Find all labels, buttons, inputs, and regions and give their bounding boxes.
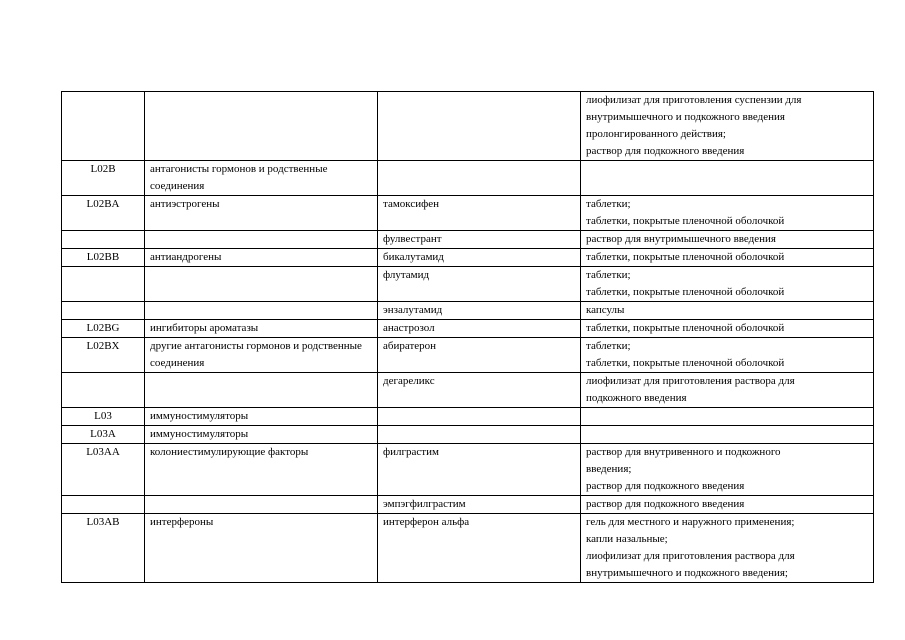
dosage-form-line: таблетки, покрытые пленочной оболочкой	[586, 322, 785, 334]
atc-code-cell	[62, 373, 145, 408]
atc-code-cell	[62, 267, 145, 302]
pharm-group-cell	[145, 496, 378, 514]
dosage-forms-cell	[581, 496, 874, 514]
dosage-form-line: внутримышечного и подкожного введения	[586, 111, 785, 123]
drug-name-cell: флутамид	[378, 267, 581, 302]
atc-code-cell	[62, 302, 145, 320]
dosage-form-line: гель для местного и наружного применения;	[586, 516, 795, 528]
dosage-forms-cell	[581, 444, 874, 496]
dosage-form-line: подкожного введения	[586, 392, 687, 404]
table-row	[62, 496, 874, 514]
dosage-forms-cell	[581, 426, 874, 444]
dosage-forms-cell	[581, 267, 874, 302]
dosage-form-line: лиофилизат для приготовления раствора для	[586, 550, 795, 562]
dosage-form-line: раствор для подкожного введения	[586, 498, 745, 510]
pharm-group-cell	[145, 267, 378, 302]
table-row	[62, 249, 874, 267]
pharm-group-cell: антиандрогены	[145, 249, 378, 267]
pharm-group-cell: иммуностимуляторы	[145, 426, 378, 444]
dosage-form-line: таблетки, покрытые пленочной оболочкой	[586, 251, 785, 263]
atc-code-cell	[62, 92, 145, 161]
pharm-group-cell	[145, 231, 378, 249]
drug-name-cell	[378, 408, 581, 426]
drug-name-cell: фулвестрант	[378, 231, 581, 249]
atc-code-cell: L02BX	[62, 338, 145, 373]
drug-name-cell: дегареликс	[378, 373, 581, 408]
dosage-form-line: введения;	[586, 463, 632, 475]
pharm-group-cell: ингибиторы ароматазы	[145, 320, 378, 338]
dosage-form-line: таблетки;	[586, 198, 631, 210]
drug-name-cell: абиратерон	[378, 338, 581, 373]
dosage-form-line: таблетки, покрытые пленочной оболочкой	[586, 286, 785, 298]
pharm-group-cell: интерфероны	[145, 514, 378, 583]
drug-name-cell: эмпэгфилграстим	[378, 496, 581, 514]
dosage-form-line: таблетки, покрытые пленочной оболочкой	[586, 357, 785, 369]
dosage-forms-cell	[581, 408, 874, 426]
table-row	[62, 373, 874, 408]
dosage-form-line: таблетки;	[586, 340, 631, 352]
table-row	[62, 267, 874, 302]
dosage-forms-cell	[581, 320, 874, 338]
drug-name-cell: анастрозол	[378, 320, 581, 338]
atc-code-cell: L03A	[62, 426, 145, 444]
atc-code-cell: L02BG	[62, 320, 145, 338]
pharm-group-cell: антагонисты гормонов и родственные соединения	[145, 161, 378, 196]
drug-name-cell	[378, 426, 581, 444]
atc-code-cell: L03	[62, 408, 145, 426]
pharm-group-cell: иммуностимуляторы	[145, 408, 378, 426]
pharm-group-cell: колониестимулирующие факторы	[145, 444, 378, 496]
table-row	[62, 161, 874, 196]
dosage-forms-cell	[581, 302, 874, 320]
dosage-form-line: раствор для подкожного введения	[586, 480, 745, 492]
atc-code-cell: L03AB	[62, 514, 145, 583]
dosage-form-line: лиофилизат для приготовления раствора для	[586, 375, 795, 387]
drug-name-cell: интерферон альфа	[378, 514, 581, 583]
dosage-forms-cell	[581, 92, 874, 161]
table-row	[62, 426, 874, 444]
table-body	[62, 92, 874, 583]
atc-code-cell: L03AA	[62, 444, 145, 496]
table-row	[62, 302, 874, 320]
table-row	[62, 196, 874, 231]
dosage-forms-cell	[581, 514, 874, 583]
dosage-forms-cell	[581, 161, 874, 196]
dosage-form-line: капли назальные;	[586, 533, 668, 545]
pharm-group-cell: антиэстрогены	[145, 196, 378, 231]
atc-code-cell: L02B	[62, 161, 145, 196]
dosage-form-line: таблетки;	[586, 269, 631, 281]
dosage-form-line: раствор для подкожного введения	[586, 145, 745, 157]
dosage-form-line: пролонгированного действия;	[586, 128, 726, 140]
dosage-form-line: внутримышечного и подкожного введения;	[586, 567, 788, 579]
dosage-form-line: капсулы	[586, 304, 625, 316]
dosage-forms-cell	[581, 338, 874, 373]
drug-table	[61, 91, 874, 583]
dosage-form-line: раствор для внутримышечного введения	[586, 233, 776, 245]
dosage-forms-cell	[581, 249, 874, 267]
pharm-group-cell	[145, 373, 378, 408]
drug-name-cell: бикалутамид	[378, 249, 581, 267]
dosage-forms-cell	[581, 231, 874, 249]
table-row	[62, 320, 874, 338]
atc-code-cell: L02BA	[62, 196, 145, 231]
pharm-group-cell	[145, 92, 378, 161]
pharm-group-cell	[145, 302, 378, 320]
drug-name-cell: тамоксифен	[378, 196, 581, 231]
table-row	[62, 231, 874, 249]
atc-code-cell: L02BB	[62, 249, 145, 267]
drug-name-cell	[378, 92, 581, 161]
table-row	[62, 408, 874, 426]
dosage-form-line: таблетки, покрытые пленочной оболочкой	[586, 215, 785, 227]
table-row	[62, 92, 874, 161]
drug-name-cell: филграстим	[378, 444, 581, 496]
table-row	[62, 514, 874, 583]
pharm-group-cell: другие антагонисты гормонов и родственные соединения	[145, 338, 378, 373]
atc-code-cell	[62, 496, 145, 514]
dosage-form-line: раствор для внутривенного и подкожного	[586, 446, 781, 458]
table-row	[62, 444, 874, 496]
atc-code-cell	[62, 231, 145, 249]
drug-name-cell: энзалутамид	[378, 302, 581, 320]
drug-name-cell	[378, 161, 581, 196]
dosage-form-line: лиофилизат для приготовления суспензии для	[586, 94, 802, 106]
dosage-forms-cell	[581, 373, 874, 408]
dosage-forms-cell	[581, 196, 874, 231]
table-row	[62, 338, 874, 373]
